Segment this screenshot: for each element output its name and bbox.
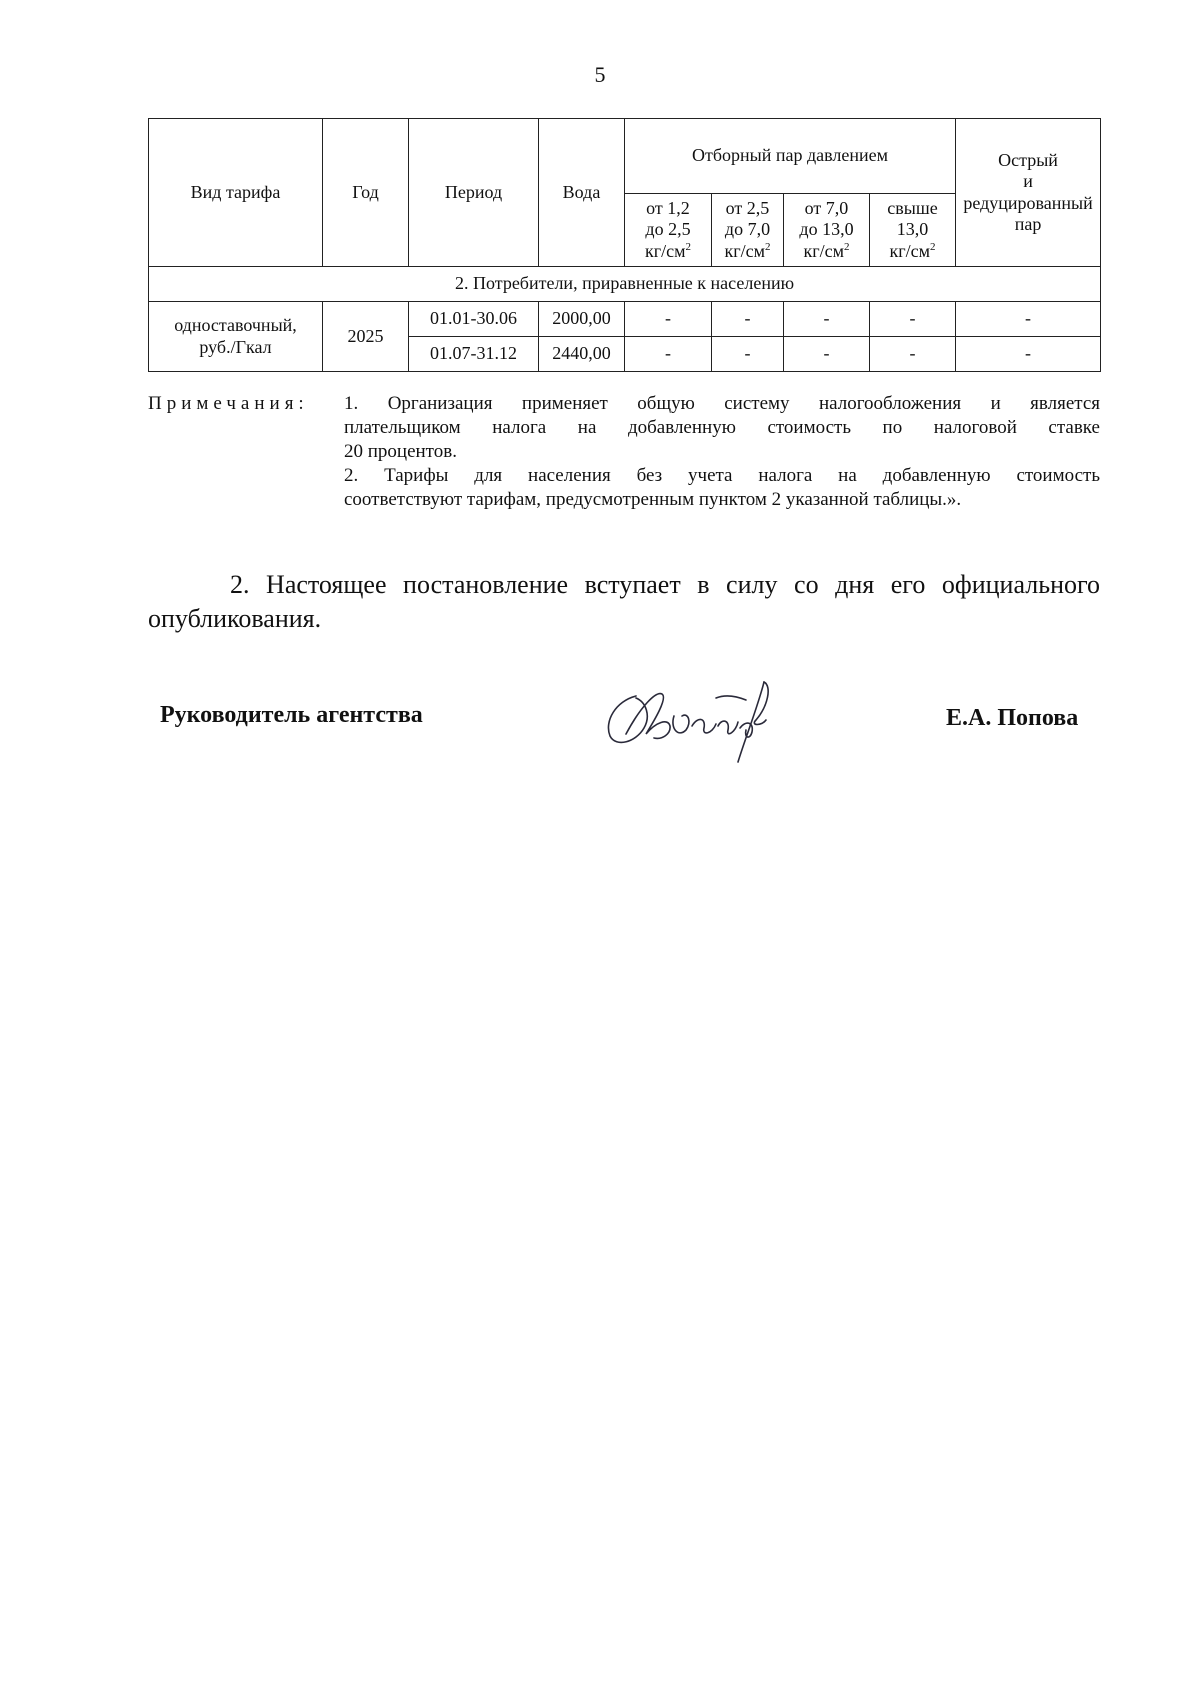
header-water: Вода — [539, 119, 625, 267]
handwritten-signature — [596, 676, 796, 766]
cell-water: 2000,00 — [539, 302, 625, 337]
cell-steam: - — [712, 302, 784, 337]
header-sharp-steam: Острый и редуцированный пар — [956, 119, 1101, 267]
cell-steam: - — [870, 302, 956, 337]
signatory-title: Руководитель агентства — [160, 702, 423, 728]
header-steam-7-0: от 7,0 до 13,0 $кг/см^2$ — [784, 194, 870, 267]
cell-period: 01.07-31.12 — [409, 337, 539, 372]
cell-steam: - — [870, 337, 956, 372]
header-steam-2-5: от 2,5 до 7,0 $кг/см^2$ — [712, 194, 784, 267]
table-row — [149, 302, 1101, 337]
cell-steam: - — [625, 302, 712, 337]
header-period: Период — [409, 119, 539, 267]
tariff-table — [148, 118, 1101, 372]
cell-steam: - — [784, 337, 870, 372]
notes-label: Примечания: — [148, 393, 309, 414]
cell-sharp-steam: - — [956, 337, 1101, 372]
signatory-name: Е.А. Попова — [946, 705, 1079, 731]
cell-steam: - — [784, 302, 870, 337]
cell-steam: - — [625, 337, 712, 372]
note-line: соответствуют тарифам, предусмотренным пунктом 2 указанной таблицы.». — [344, 489, 962, 510]
notes-body — [344, 392, 1100, 512]
header-steam-group: Отборный пар давлением — [625, 119, 956, 194]
cell-water: 2440,00 — [539, 337, 625, 372]
cell-period: 01.01-30.06 — [409, 302, 539, 337]
note-line: 1. Организация применяет общую систему налогообложения и является — [344, 393, 1100, 414]
section-title: 2. Потребители, приравненные к населению — [149, 267, 1101, 302]
cell-tariff-name: одноставочный, руб./Гкал — [149, 302, 323, 372]
header-tariff-type: Вид тарифа — [149, 119, 323, 267]
header-steam-13-0: свыше 13,0 $кг/см^2$ — [870, 194, 956, 267]
table-header-row — [149, 119, 1101, 194]
cell-steam: - — [712, 337, 784, 372]
cell-sharp-steam: - — [956, 302, 1101, 337]
section-row — [149, 267, 1101, 302]
header-year: Год — [323, 119, 409, 267]
note-line: плательщиком налога на добавленную стоимость по налоговой ставке — [344, 417, 1100, 438]
note-line: 2. Тарифы для населения без учета налога на добавленную стоимость — [344, 465, 1100, 486]
clause-text: 2. Настоящее постановление вступает в силу со дня его официального опубликования. — [148, 570, 1100, 633]
header-steam-1-2: от 1,2 до 2,5 $кг/см^2$ — [625, 194, 712, 267]
cell-year: 2025 — [323, 302, 409, 372]
note-line: 20 процентов. — [344, 441, 457, 462]
clause-2 — [148, 568, 1100, 636]
page-number: 5 — [594, 62, 606, 87]
